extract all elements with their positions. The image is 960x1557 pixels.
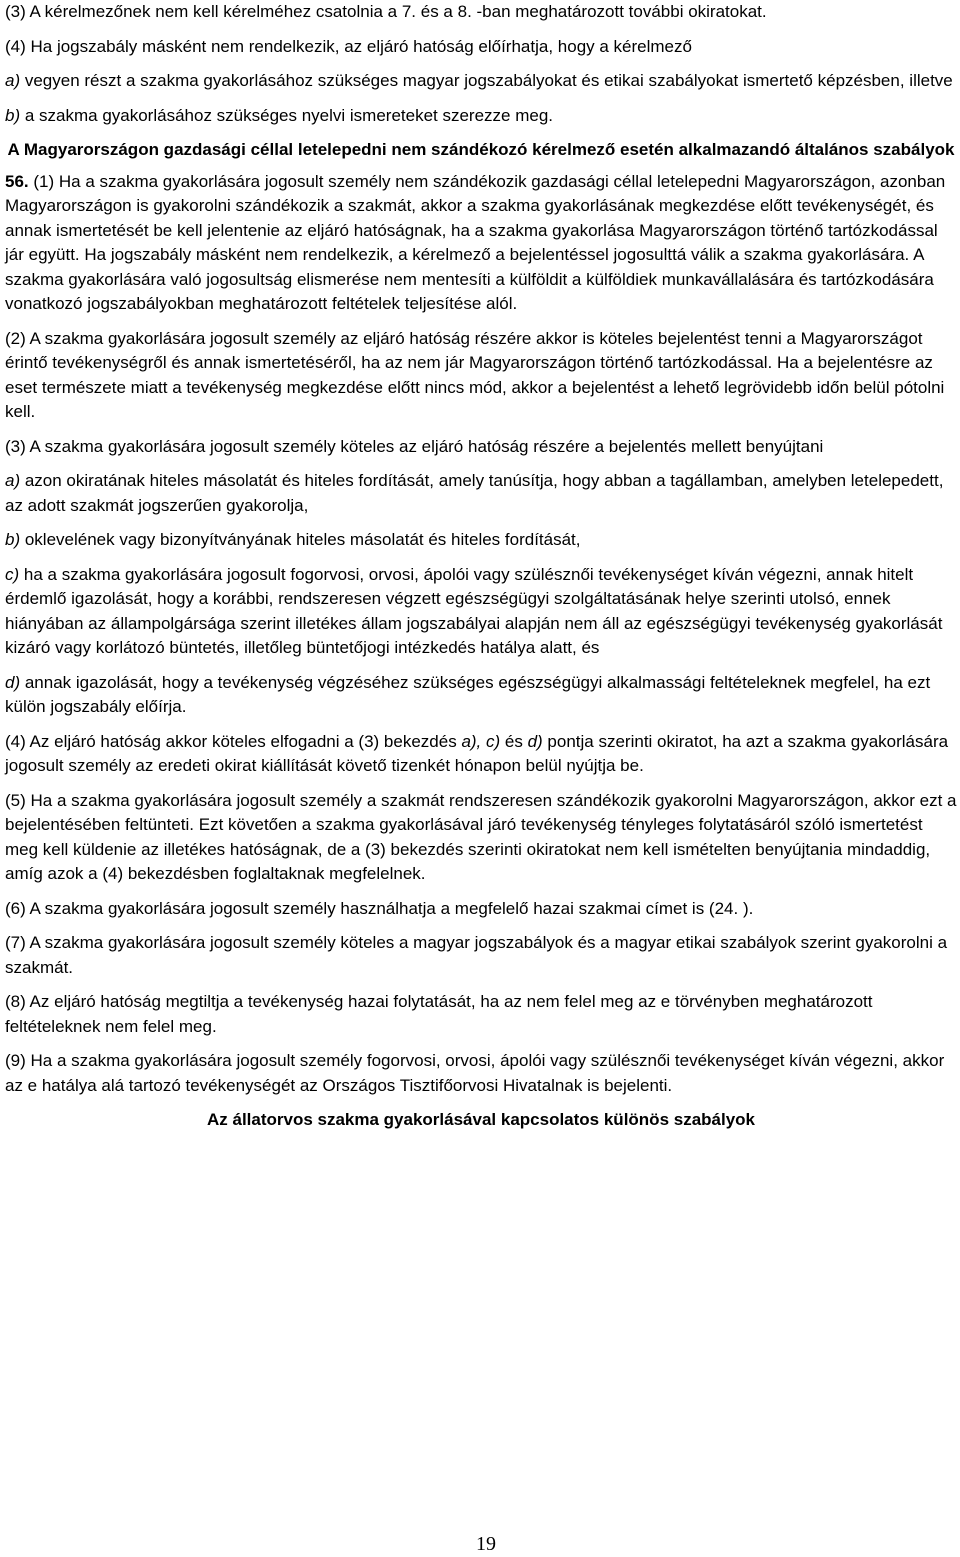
- section-number: 56.: [5, 171, 29, 191]
- paragraph-intro-3: (3) A kérelmezőnek nem kell kérelméhez csatolnia a 7. és a 8. -ban meghatározott további okiratokat.: [5, 2, 767, 21]
- reference-points: a), c): [461, 731, 501, 751]
- list-item-text: oklevelének vagy bizonyítványának hiteles másolatát és hiteles fordítását,: [20, 530, 581, 549]
- list-item-56-3a: [5, 469, 957, 518]
- list-item-56-3c: [5, 563, 957, 661]
- paragraph-56-7: (7) A szakma gyakorlására jogosult személy köteles a magyar jogszabályok és a magyar etikai szabályok szerint gyakorolni a szakmát.: [5, 933, 948, 977]
- reference-points: d): [527, 731, 543, 751]
- list-item-text: ha a szakma gyakorlására jogosult fogorvosi, orvosi, ápolói vagy szülésznői tevékenységet kíván végezni, annak hitelt érdemlő igazolását, hogy a korábbi, rendszeresen végzett egészségügyi szolgáltatásának helye szerinti utolsó, ennek hiányában az állampolgársága szerint illetékes állam jogszabályai alapján nem áll az egészségügyi tevékenység gyakorlását kizáró vagy korlátozó büntetés, illetőleg büntetőjogi intézkedés hatálya alatt, és: [5, 564, 943, 657]
- list-item-intro-b: [5, 104, 957, 129]
- list-item-text: a szakma gyakorlásához szükséges nyelvi ismereteket szerezze meg.: [20, 105, 554, 125]
- paragraph-text: pontja szerinti okiratot, ha azt a szakma gyakorlására jogosult személy az eredeti okirat kiállítását követő tizenkét hónapon belül nyújtja be.: [5, 731, 949, 775]
- paragraph-text: és: [500, 731, 528, 751]
- list-item-text: azon okiratának hiteles másolatát és hiteles fordítását, amely tanúsítja, hogy abban a tagállamban, amelyben letelepedett, az adott szakmát jogszerűen gyakorolja,: [5, 471, 944, 515]
- section-heading-general-rules: A Magyarországon gazdasági céllal letelepedni nem szándékozó kérelmező esetén alkalmazandó általános szabályok: [7, 140, 955, 159]
- list-item-text: vegyen részt a szakma gyakorlásához szükséges magyar jogszabályokat és etikai szabályokat ismertető képzésben, illetve: [20, 71, 953, 90]
- section-heading-veterinary: Az állatorvos szakma gyakorlásával kapcsolatos különös szabályok: [206, 1110, 756, 1129]
- page-number: 19: [476, 1533, 496, 1555]
- list-marker: b): [5, 530, 21, 549]
- list-item-intro-a: [5, 69, 957, 94]
- list-item-text: annak igazolását, hogy a tevékenység végzéséhez szükséges egészségügyi alkalmassági feltételeknek megfelel, ha ezt külön jogszabály előírja.: [5, 672, 931, 716]
- paragraph-56-9: (9) Ha a szakma gyakorlására jogosult személy fogorvosi, orvosi, ápolói vagy szülésznői tevékenységet kíván végezni, akkor az e hatálya alá tartozó tevékenységét az Országos Tisztifőorvosi Hivatalnak is bejelenti.: [5, 1051, 945, 1095]
- paragraph-56-8: (8) Az eljáró hatóság megtiltja a tevékenység hazai folytatását, ha az nem felel meg az e törvényben meghatározott feltételeknek nem felel meg.: [5, 992, 873, 1036]
- paragraph-56-5: (5) Ha a szakma gyakorlására jogosult személy a szakmát rendszeresen szándékozik gyakorolni Magyarországon, akkor ezt a bejelentésében feltünteti. Ezt követően a szakma gyakorlásával járó tevékenység tényleges folytatásáról szóló ismertetést meg kell küldenie az illetékes hatóságnak, de a (3) bekezdés szerinti okiratokat nem kell ismételten benyújtania mindaddig, amíg azok a (4) bekezdésben foglaltaknak megfelelnek.: [5, 790, 957, 883]
- paragraph-56-1: [5, 170, 957, 317]
- paragraph-intro-4: (4) Ha jogszabály másként nem rendelkezik, az eljáró hatóság előírhatja, hogy a kérelmező: [5, 36, 692, 56]
- list-marker: d): [5, 672, 21, 692]
- document-page: [5, 0, 957, 1140]
- list-marker: a): [5, 471, 21, 490]
- paragraph-text: (1) Ha a szakma gyakorlására jogosult személy nem szándékozik gazdasági céllal letelepedni Magyarországon, azonban Magyarországon is gyakorolni szándékozik a szakmát, akkor a szakma gyakorlásának megkezdése előtt tevékenységét, és annak ismertetését be kell jelentenie az eljáró hatóságnak, ha a szakma gyakorlása Magyarországon történő tartózkodással jár együtt. Ha jogszabály másként nem rendelkezik, a kérelmező a bejelentéssel jogosulttá válik a szakma gyakorlására. A szakma gyakorlására való jogosultság elismerése nem mentesíti a külföldit a külföldiek munkavállalására és tartózkodására vonatkozó jogszabályokban meghatározott feltételek teljesítése alól.: [5, 171, 946, 313]
- list-marker: a): [5, 71, 21, 90]
- paragraph-56-4: [5, 730, 957, 779]
- paragraph-56-3: (3) A szakma gyakorlására jogosult személy köteles az eljáró hatóság részére a bejelentés mellett benyújtani: [5, 436, 824, 456]
- paragraph-56-2: (2) A szakma gyakorlására jogosult személy az eljáró hatóság részére akkor is köteles bejelentést tenni a Magyarországot érintő tevékenységről és annak ismertetéséről, ha az nem jár Magyarországon történő tartózkodással. Ha a bejelentésre az eset természete miatt a tevékenység megkezdése előtt nincs mód, akkor a bejelentést a lehető legrövidebb időn belül pótolni kell.: [5, 328, 945, 421]
- list-item-56-3b: [5, 528, 957, 553]
- paragraph-56-6: (6) A szakma gyakorlására jogosult személy használhatja a megfelelő hazai szakmai címet is (24. ).: [5, 898, 754, 918]
- paragraph-text: (4) Az eljáró hatóság akkor köteles elfogadni a (3) bekezdés: [5, 731, 462, 751]
- list-marker: b): [5, 105, 21, 125]
- list-item-56-3d: [5, 671, 957, 720]
- list-marker: c): [5, 564, 20, 584]
